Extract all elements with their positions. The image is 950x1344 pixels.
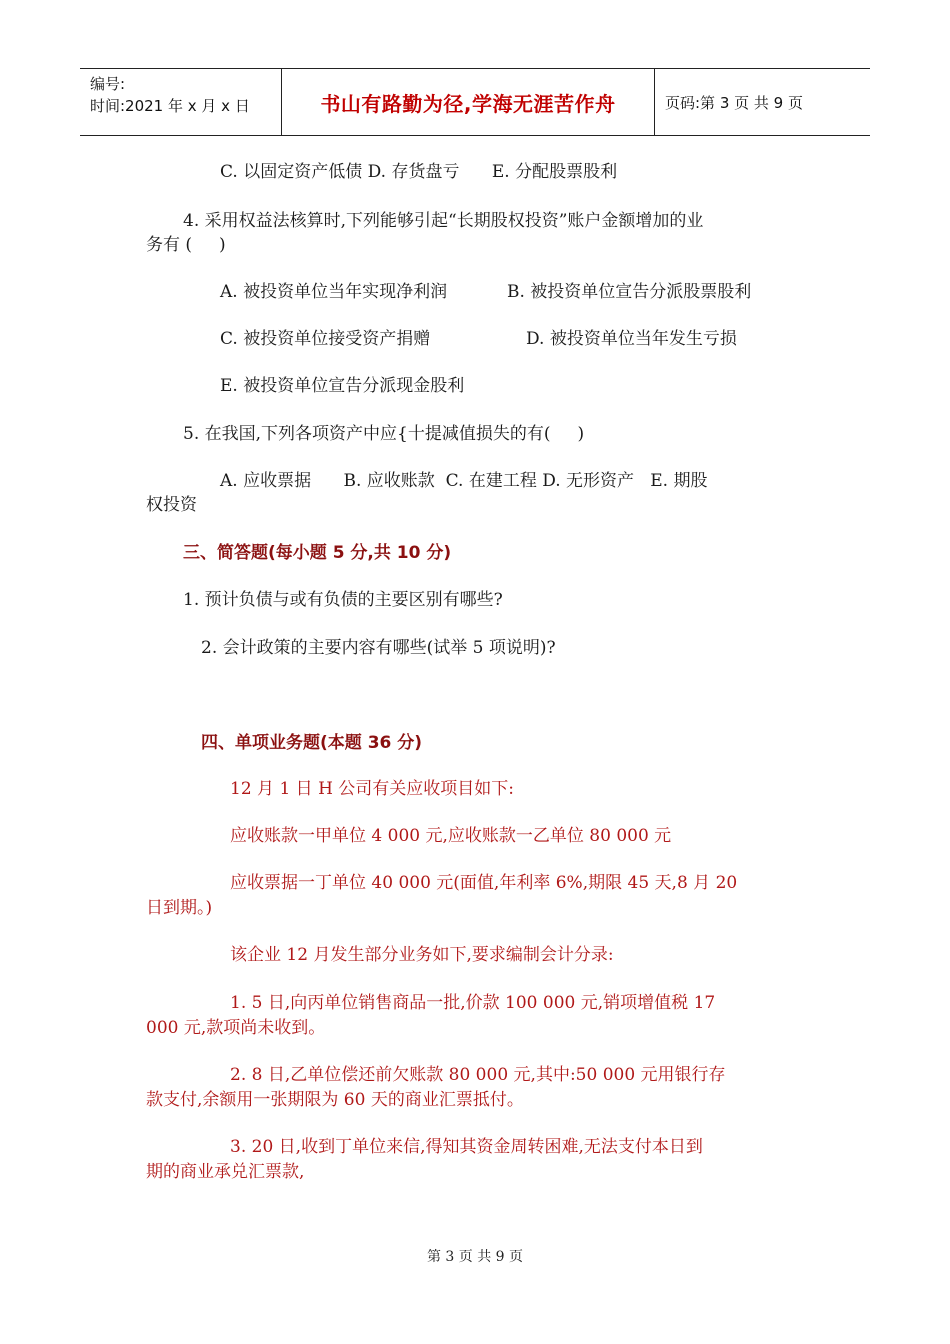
header-meta-cell [80, 69, 282, 135]
q4-option-d: D. 被投资单位当年发生亏损 [526, 329, 737, 349]
section-4-business-1-line2: 000 元,款项尚未收到。 [146, 1018, 326, 1038]
section-4-requirement: 该企业 12 月发生部分业务如下,要求编制会计分录: [230, 945, 614, 965]
section-4-intro: 12 月 1 日 H 公司有关应收项目如下: [230, 779, 515, 799]
document-header [80, 68, 870, 136]
section-4-receivable-1: 应收账款一甲单位 4 000 元,应收账款一乙单位 80 000 元 [230, 826, 672, 846]
q4-option-c: C. 被投资单位接受资产捐赠 [220, 329, 431, 349]
page-footer: 第 3 页 共 9 页 [426, 1249, 524, 1265]
section-4-title: 四、单项业务题(本题 36 分) [201, 733, 423, 753]
q3-options-continued: C. 以固定资产低债 D. 存货盘亏 E. 分配股票股利 [220, 162, 618, 182]
q4-option-e: E. 被投资单位宣告分派现金股利 [220, 376, 465, 396]
header-motto: 书山有路勤为径,学海无涯苦作舟 [320, 91, 616, 116]
q4-stem-line1: 4. 采用权益法核算时,下列能够引起“长期股权投资”账户金额增加的业 [183, 211, 704, 231]
header-motto-cell [282, 69, 655, 135]
q5-options-line1: A. 应收票据 B. 应收账款 C. 在建工程 D. 无形资产 E. 期股 [220, 471, 708, 491]
section-4-business-3-line1: 3. 20 日,收到丁单位来信,得知其资金周转困难,无法支付本日到 [230, 1137, 703, 1157]
q4-option-b: B. 被投资单位宣告分派股票股利 [507, 282, 752, 302]
header-page-label: 页码:第 3 页 共 9 页 [665, 93, 803, 112]
section-3-title: 三、简答题(每小题 5 分,共 10 分) [183, 543, 452, 563]
q4-option-a: A. 被投资单位当年实现净利润 [220, 282, 448, 302]
section-4-business-3-line2: 期的商业承兑汇票款, [146, 1162, 305, 1182]
q4-stem-line2: 务有 ( ) [146, 235, 226, 255]
section-4-receivable-2-line2: 日到期。) [146, 898, 213, 918]
section-3-question-2: 2. 会计政策的主要内容有哪些(试举 5 项说明)? [201, 638, 556, 658]
header-time-label: 时间:2021 年 x 月 x 日 [90, 97, 250, 115]
section-4-business-2-line2: 款支付,余额用一张期限为 60 天的商业汇票抵付。 [146, 1090, 524, 1110]
header-number-label: 编号: [90, 75, 126, 93]
section-4-receivable-2-line1: 应收票据一丁单位 40 000 元(面值,年利率 6%,期限 45 天,8 月 20 [230, 873, 738, 893]
header-page-cell [655, 69, 870, 135]
q5-options-line2: 权投资 [146, 495, 197, 515]
section-4-business-2-line1: 2. 8 日,乙单位偿还前欠账款 80 000 元,其中:50 000 元用银行存 [230, 1065, 726, 1085]
section-3-question-1: 1. 预计负债与或有负债的主要区别有哪些? [183, 590, 503, 610]
section-4-business-1-line1: 1. 5 日,向丙单位销售商品一批,价款 100 000 元,销项增值税 17 [230, 993, 716, 1013]
q5-stem: 5. 在我国,下列各项资产中应{十提减值损失的有( ) [183, 424, 585, 444]
